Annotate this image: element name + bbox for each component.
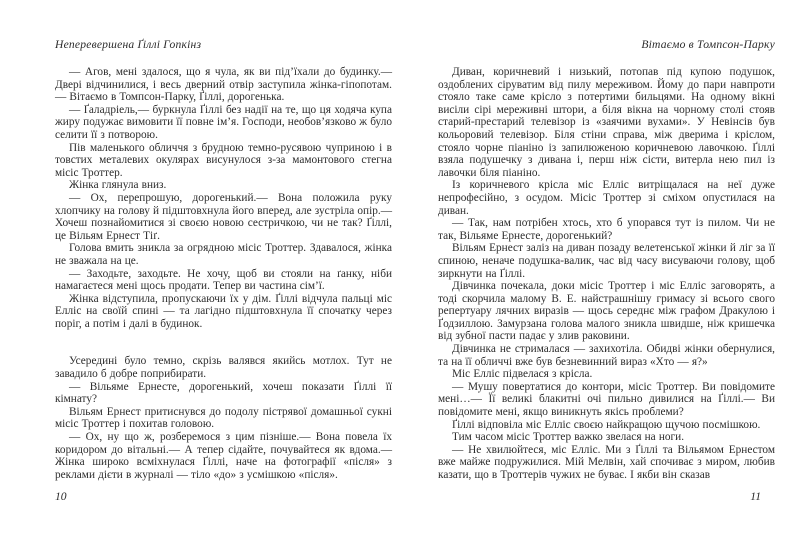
paragraph: — Ох, ну що ж, розберемося з цим пізніше.— Вона повела їх коридором до вітальні.— А тепер сідайте, почувайтеся як вдома.— Жінка широко всміхнулася Ґіллі, наче на фотографії «після» з реклами дієти в журналі — тіло «до» з усмішкою «після». <box>55 431 392 481</box>
paragraph: — Агов, мені здалося, що я чула, як ви під’їхали до будинку.— Двері відчинилися, і весь дверний отвір заступила жінка-гіпопотам.— Вітаємо в Томпсон-Парку, Ґіллі, дорогенька. <box>55 66 392 104</box>
paragraph: Пів маленького обличчя з брудною темно-русявою чуприною і в товстих металевих окулярах висунулося з-за мамонтового стегна місіс Троттер. <box>55 141 392 179</box>
page-left <box>55 38 392 503</box>
page-right <box>438 38 775 503</box>
paragraph: Тим часом місіс Троттер важко звелася на ноги. <box>452 431 685 444</box>
paragraph: — Так, нам потрібен хтось, хто б упорався тут із пилом. Чи не так, Вільяме Ернесте, дорогенький? <box>438 217 775 242</box>
running-head-left: Неперевершена Ґіллі Гопкінз <box>55 38 202 51</box>
paragraph: Вільям Ернест притиснувся до подолу пістрявої домашньої сукні місіс Троттер і похитав головою. <box>55 405 392 431</box>
paragraph: Міс Елліс підвелася з крісла. <box>452 368 593 381</box>
paragraph: Із коричневого крісла міс Елліс витріщалася на неї дуже непрофесійно, з осудом. Місіс Троттер зі сміхом опустилася на диван. <box>438 179 775 217</box>
paragraph: — Ох, перепрошую, дорогенький.— Вона положила руку хлопчику на голову й підштовхнула його вперед, але зустріла опір.— Хочеш познайомитися зі своєю новою сестричкою, чи не так? Ґіллі, це Вільям Ернест Тіґ. <box>55 191 392 242</box>
scene-break <box>55 330 392 355</box>
running-head-right: Вітаємо в Томпсон-Парку <box>641 38 775 51</box>
paragraph: Жінка глянула вниз. <box>69 179 167 192</box>
paragraph: Дівчинка не стрималася — захихотіла. Обидві жінки обернулися, та на її обличчі вже був безневинний вираз «Хто — я?» <box>438 343 775 368</box>
paragraph: — Заходьте, заходьте. Не хочу, щоб ви стояли на ґанку, ніби намагаєтеся мені щось продати. Тепер ви частина сім’ї. <box>55 267 392 293</box>
paragraph: Диван, коричневий і низький, потопав під купою подушок, оздоблених сіруватим від пилу мереживом. Йому до пари навпроти стояло таке саме крісло з потертими бильцями. На одному вікні висіли сірі мереживні штори, а біля вікна на чорному столі стояв старий-престарий телевізор із «заячими вухами». У Невінсів був кольоровий телевізор. Біля стіни справа, між дверима і кріслом, стояло чорне піаніно із запилюженою коричневою лавочкою. Ґіллі взяла подушечку з дивана і, перш ніж сісти, витерла нею пил із лавочки біля піаніно. <box>438 66 775 179</box>
paragraph: Дівчинка почекала, доки місіс Троттер і міс Елліс заговорять, а тоді скорчила малому В. Е. найстрашнішу гримасу зі всього свого репертуару лячних виразів — щось середнє між графом Дракулою і Ґодзиллою. Замурзана голова малого зникла швидше, ніж кришечка від зубної пасти падає у злив раковини. <box>438 280 775 343</box>
paragraph: — Не хвилюйтеся, міс Елліс. Ми з Ґіллі та Вільямом Ернестом вже майже подружилися. Мій Мелвін, хай спочиває з миром, любив казати, що в Троттерів чужих не буває. І якби він сказав <box>438 443 775 481</box>
page-number-right: 11 <box>750 490 761 503</box>
paragraph: Вільям Ернест заліз на диван позаду велетенської жінки й ліг за її спиною, неначе подушка-валик, час від часу висуваючи голову, щоб зиркнути на Ґіллі. <box>438 242 775 280</box>
paragraph: — Ґаладріель,— буркнула Ґіллі без надії на те, що ця ходяча купа жиру подужає вимовити її повне ім’я. Господи, необов’язково ж було селити її з потворою. <box>55 103 392 141</box>
paragraph: Ґіллі відповіла міс Елліс своєю найкращою щучою посмішкою. <box>452 418 761 431</box>
paragraph: — Мушу повертатися до контори, місіс Троттер. Ви повідомите мені…— Її великі блакитні очі пильно дивилися на Ґіллі.— Ви повідомите мені, якщо виникнуть якісь проблеми? <box>438 380 775 419</box>
paragraph: Голова вмить зникла за огрядною місіс Троттер. Здавалося, жінка не зважала на це. <box>55 242 392 267</box>
paragraph: — Вільяме Ернесте, дорогенький, хочеш показати Ґіллі її кімнату? <box>55 380 392 406</box>
page-body-right <box>438 66 775 482</box>
page-body-left <box>55 66 392 481</box>
page-number-left: 10 <box>55 490 67 503</box>
paragraph: Жінка відступила, пропускаючи їх у дім. Ґіллі відчула пальці міс Елліс на своїй спині — та лагідно підштовхнула її спочатку через поріг, а потім і далі в будинок. <box>55 292 392 330</box>
paragraph: Усередині було темно, скрізь валявся якийсь мотлох. Тут не завадило б добре поприбирати. <box>55 355 392 381</box>
